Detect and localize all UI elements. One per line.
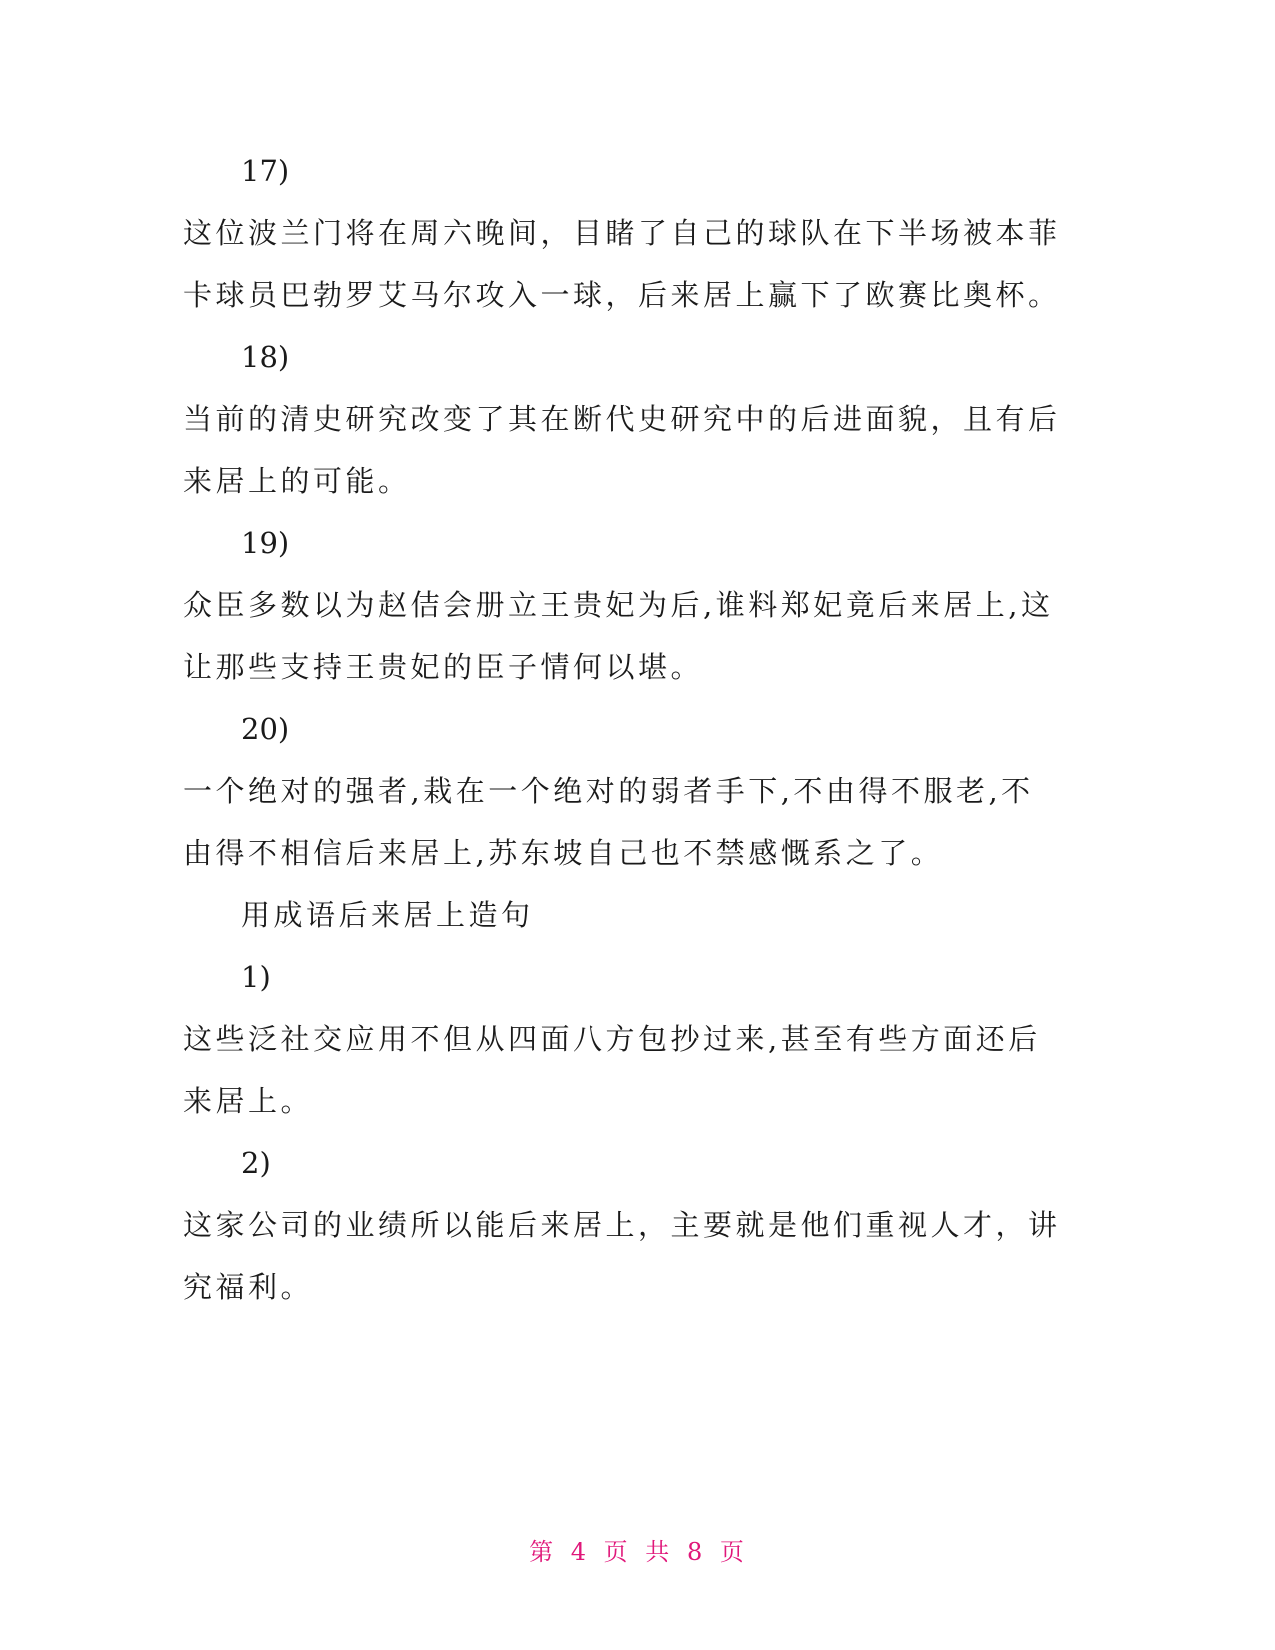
body-text-line: 究福利。 <box>183 1270 314 1304</box>
document-body <box>183 140 1061 1318</box>
section-heading: 用成语后来居上造句 <box>241 898 534 932</box>
item-number-19: 19) <box>241 526 290 560</box>
item-number-18: 18) <box>241 340 290 374</box>
body-text-line: 由得不相信后来居上,苏东坡自己也不禁感慨系之了。 <box>183 836 944 870</box>
body-text-line: 来居上的可能。 <box>183 464 411 498</box>
body-text-line: 卡球员巴勃罗艾马尔攻入一球，后来居上赢下了欧赛比奥杯。 <box>183 278 1061 312</box>
body-text-line: 让那些支持王贵妃的臣子情何以堪。 <box>183 650 704 684</box>
body-text-line: 众臣多数以为赵佶会册立王贵妃为后,谁料郑妃竟后来居上,这 <box>183 588 1054 622</box>
item-number-2: 2) <box>241 1146 271 1180</box>
body-text-line: 这位波兰门将在周六晚间，目睹了自己的球队在下半场被本菲 <box>183 216 1061 250</box>
body-text-line: 这些泛社交应用不但从四面八方包抄过来,甚至有些方面还后 <box>183 1022 1041 1056</box>
body-text-line: 来居上。 <box>183 1084 314 1118</box>
body-text-line: 这家公司的业绩所以能后来居上，主要就是他们重视人才，讲 <box>183 1208 1061 1242</box>
page-number-footer: 第 4 页 共 8 页 <box>529 1538 746 1566</box>
body-text-line: 一个绝对的强者,栽在一个绝对的弱者手下,不由得不服老,不 <box>183 774 1034 808</box>
item-number-20: 20) <box>241 712 290 746</box>
item-number-17: 17) <box>241 154 290 188</box>
item-number-1: 1) <box>241 960 271 994</box>
body-text-line: 当前的清史研究改变了其在断代史研究中的后进面貌，且有后 <box>183 402 1061 436</box>
